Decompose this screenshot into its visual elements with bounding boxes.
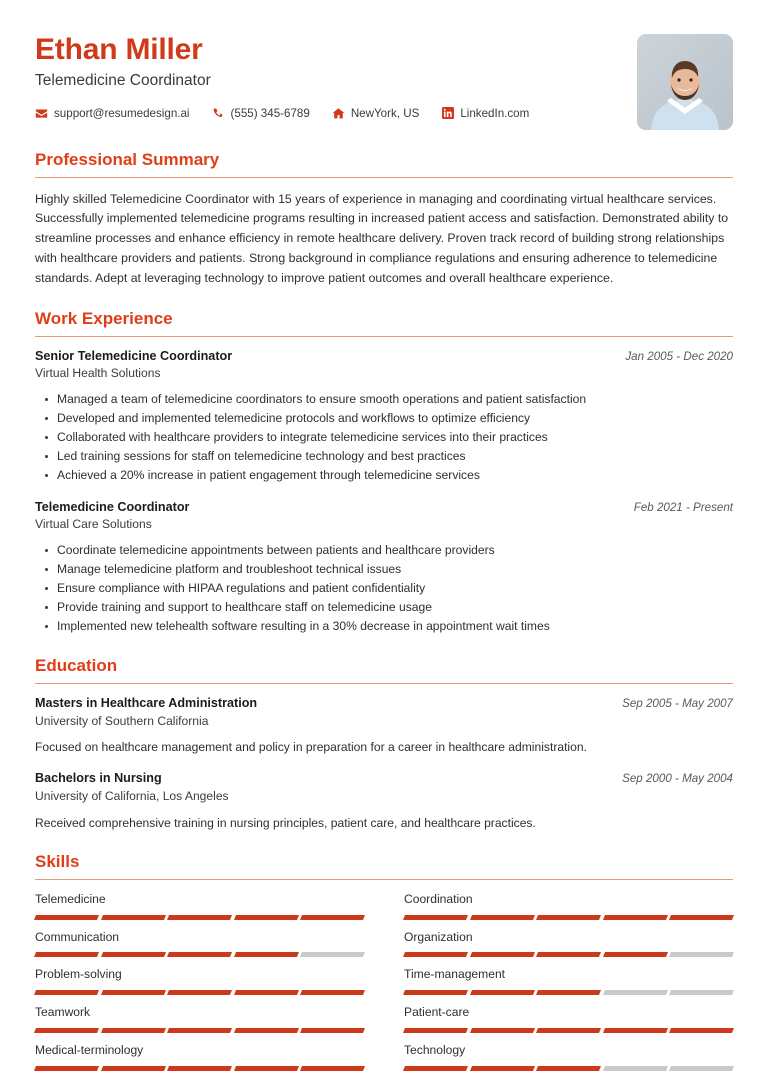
contact-email-label: support@resumedesign.ai	[54, 106, 190, 120]
education-date: Sep 2000 - May 2004	[622, 772, 733, 786]
skill-rating-bar	[35, 952, 364, 957]
skill-rating-bar	[404, 952, 733, 957]
list-item: Managed a team of telemedicine coordinators to ensure smooth operations and patient satisfaction	[57, 390, 733, 409]
skill-label: Organization	[404, 929, 473, 944]
work-bullets	[35, 541, 733, 636]
skill-rating-segment	[603, 1028, 668, 1033]
skill-rating-segment	[300, 915, 365, 920]
skill-rating-segment	[34, 1066, 99, 1071]
skill-rating-segment	[234, 915, 299, 920]
section-divider	[35, 683, 733, 684]
skill-item	[404, 892, 733, 930]
skill-rating-segment	[403, 1028, 468, 1033]
contact-linkedin[interactable]	[441, 107, 529, 120]
phone-icon	[212, 107, 225, 120]
education-description: Received comprehensive training in nursing principles, patient care, and healthcare practices.	[35, 815, 536, 830]
education-entry-header	[35, 771, 733, 787]
skill-rating-segment	[300, 990, 365, 995]
education-degree: Masters in Healthcare Administration	[35, 696, 258, 711]
skill-label: Medical-terminology	[35, 1042, 144, 1057]
linkedin-icon	[441, 107, 454, 120]
skill-rating-segment	[167, 1028, 232, 1033]
page-title: Ethan Miller	[35, 33, 203, 66]
skill-label: Teamwork	[35, 1005, 91, 1020]
skill-rating-segment	[470, 915, 535, 920]
skill-rating-segment	[167, 1066, 232, 1071]
list-item: Achieved a 20% increase in patient engagement through telemedicine services	[57, 466, 733, 485]
home-icon	[332, 107, 345, 120]
skill-rating-segment	[403, 915, 468, 920]
work-date: Jan 2005 - Dec 2020	[625, 349, 733, 363]
skill-item	[35, 892, 364, 930]
skill-rating-segment	[470, 952, 535, 957]
skill-rating-segment	[34, 1028, 99, 1033]
skill-item	[35, 930, 364, 968]
skill-rating-segment	[234, 1028, 299, 1033]
skill-rating-segment	[101, 952, 166, 957]
work-company: Virtual Care Solutions	[35, 517, 152, 532]
section-title-skills: Skills	[35, 852, 80, 872]
skill-rating-segment	[536, 1066, 601, 1071]
skill-rating-segment	[603, 990, 668, 995]
skill-rating-segment	[300, 1028, 365, 1033]
avatar	[637, 34, 733, 130]
skill-rating-segment	[536, 915, 601, 920]
work-entry	[35, 349, 733, 486]
skill-rating-segment	[603, 952, 668, 957]
skill-rating-segment	[536, 1028, 601, 1033]
skill-rating-bar	[404, 1028, 733, 1033]
skill-label: Communication	[35, 929, 120, 944]
skill-label: Patient-care	[404, 1005, 470, 1020]
education-degree: Bachelors in Nursing	[35, 771, 162, 786]
contact-row	[35, 107, 619, 120]
skill-rating-segment	[167, 915, 232, 920]
skill-rating-segment	[470, 990, 535, 995]
skill-rating-segment	[101, 1066, 166, 1071]
skill-rating-segment	[101, 990, 166, 995]
list-item: Implemented new telehealth software resulting in a 30% decrease in appointment wait times	[57, 617, 733, 636]
skill-item	[35, 1005, 364, 1043]
skill-item	[404, 1005, 733, 1043]
skill-rating-segment	[669, 990, 734, 995]
skill-rating-segment	[470, 1028, 535, 1033]
education-entry	[35, 696, 733, 757]
skill-rating-segment	[470, 1066, 535, 1071]
list-item: Collaborated with healthcare providers to integrate telemedicine services into their practices	[57, 428, 733, 447]
contact-location[interactable]	[332, 107, 420, 120]
skill-rating-segment	[603, 1066, 668, 1071]
skill-label: Problem-solving	[35, 967, 122, 982]
skill-rating-segment	[101, 1028, 166, 1033]
skill-rating-bar	[35, 1028, 364, 1033]
section-skills	[35, 852, 733, 1078]
skill-label: Coordination	[404, 891, 473, 906]
contact-phone-label: (555) 345-6789	[230, 106, 310, 120]
header-text-block	[35, 34, 619, 120]
skill-rating-segment	[34, 990, 99, 995]
skill-rating-segment	[101, 915, 166, 920]
skill-rating-segment	[234, 952, 299, 957]
skill-rating-bar	[35, 1066, 364, 1071]
resume-header	[35, 0, 733, 130]
skill-rating-segment	[669, 915, 734, 920]
contact-email[interactable]	[35, 107, 190, 120]
education-entry-header	[35, 696, 733, 712]
skill-rating-segment	[167, 952, 232, 957]
skill-rating-bar	[404, 1066, 733, 1071]
education-description: Focused on healthcare management and policy in preparation for a career in healthcare administration.	[35, 740, 587, 755]
skill-rating-segment	[300, 1066, 365, 1071]
skill-item	[404, 967, 733, 1005]
education-date: Sep 2005 - May 2007	[622, 697, 733, 711]
skill-rating-segment	[34, 952, 99, 957]
section-divider	[35, 177, 733, 178]
skill-item	[35, 1043, 364, 1078]
work-entry-header	[35, 500, 733, 516]
section-education	[35, 656, 733, 832]
section-divider	[35, 336, 733, 337]
work-role: Senior Telemedicine Coordinator	[35, 348, 233, 363]
job-title: Telemedicine Coordinator	[35, 72, 211, 90]
section-title-summary: Professional Summary	[35, 150, 220, 169]
skill-rating-segment	[603, 915, 668, 920]
skill-rating-segment	[403, 952, 468, 957]
skill-rating-segment	[669, 1066, 734, 1071]
list-item: Manage telemedicine platform and troubleshoot technical issues	[57, 560, 733, 579]
skill-rating-segment	[300, 952, 365, 957]
skill-rating-segment	[669, 952, 734, 957]
skill-rating-segment	[536, 990, 601, 995]
skill-rating-bar	[404, 915, 733, 920]
skill-item	[35, 967, 364, 1005]
skill-label: Technology	[404, 1042, 466, 1057]
skill-rating-segment	[167, 990, 232, 995]
skill-label: Telemedicine	[35, 891, 106, 906]
list-item: Provide training and support to healthcare staff on telemedicine usage	[57, 598, 733, 617]
education-entry	[35, 771, 733, 832]
section-title-work: Work Experience	[35, 309, 173, 329]
skill-rating-segment	[34, 915, 99, 920]
section-work-experience	[35, 309, 733, 636]
work-bullets	[35, 390, 733, 485]
skill-rating-segment	[234, 990, 299, 995]
list-item: Coordinate telemedicine appointments between patients and healthcare providers	[57, 541, 733, 560]
skill-label: Time-management	[404, 967, 506, 982]
skill-rating-segment	[536, 952, 601, 957]
work-entry-header	[35, 349, 733, 365]
contact-linkedin-label: LinkedIn.com	[460, 106, 530, 120]
contact-phone[interactable]	[212, 107, 310, 120]
section-professional-summary	[35, 150, 733, 289]
summary-text: Highly skilled Telemedicine Coordinator with 15 years of experience in managing and coordinating virtual healthcare services. Successfully implemented telemedicine programs resulting in increased patient access and satisfaction. Demonstrated ability to streamline processes and enhance efficiency in remote healthcare delivery. Proven track record of building strong relationships with healthcare providers and patients. Strong background in compliance regulations and ensuring adherence to telemedicine standards. Adept at leveraging technology to improve patient outcomes and overall healthcare experience.	[35, 191, 729, 286]
skill-item	[404, 930, 733, 968]
skills-grid	[35, 892, 733, 1078]
skill-rating-segment	[403, 1066, 468, 1071]
education-school: University of Southern California	[35, 713, 209, 728]
work-date: Feb 2021 - Present	[633, 500, 733, 514]
contact-location-label: NewYork, US	[350, 106, 420, 120]
list-item: Led training sessions for staff on telemedicine technology and best practices	[57, 447, 733, 466]
section-divider	[35, 879, 733, 880]
education-school: University of California, Los Angeles	[35, 788, 229, 803]
list-item: Developed and implemented telemedicine protocols and workflows to optimize efficiency	[57, 409, 733, 428]
envelope-icon	[35, 107, 48, 120]
skill-item	[404, 1043, 733, 1078]
skill-rating-bar	[404, 990, 733, 995]
skill-rating-segment	[234, 1066, 299, 1071]
list-item: Ensure compliance with HIPAA regulations and patient confidentiality	[57, 579, 733, 598]
skill-rating-bar	[35, 915, 364, 920]
section-title-education: Education	[35, 656, 118, 676]
skill-rating-segment	[403, 990, 468, 995]
skill-rating-bar	[35, 990, 364, 995]
skill-rating-segment	[669, 1028, 734, 1033]
work-company: Virtual Health Solutions	[35, 366, 161, 381]
work-entry	[35, 500, 733, 637]
work-role: Telemedicine Coordinator	[35, 499, 190, 514]
